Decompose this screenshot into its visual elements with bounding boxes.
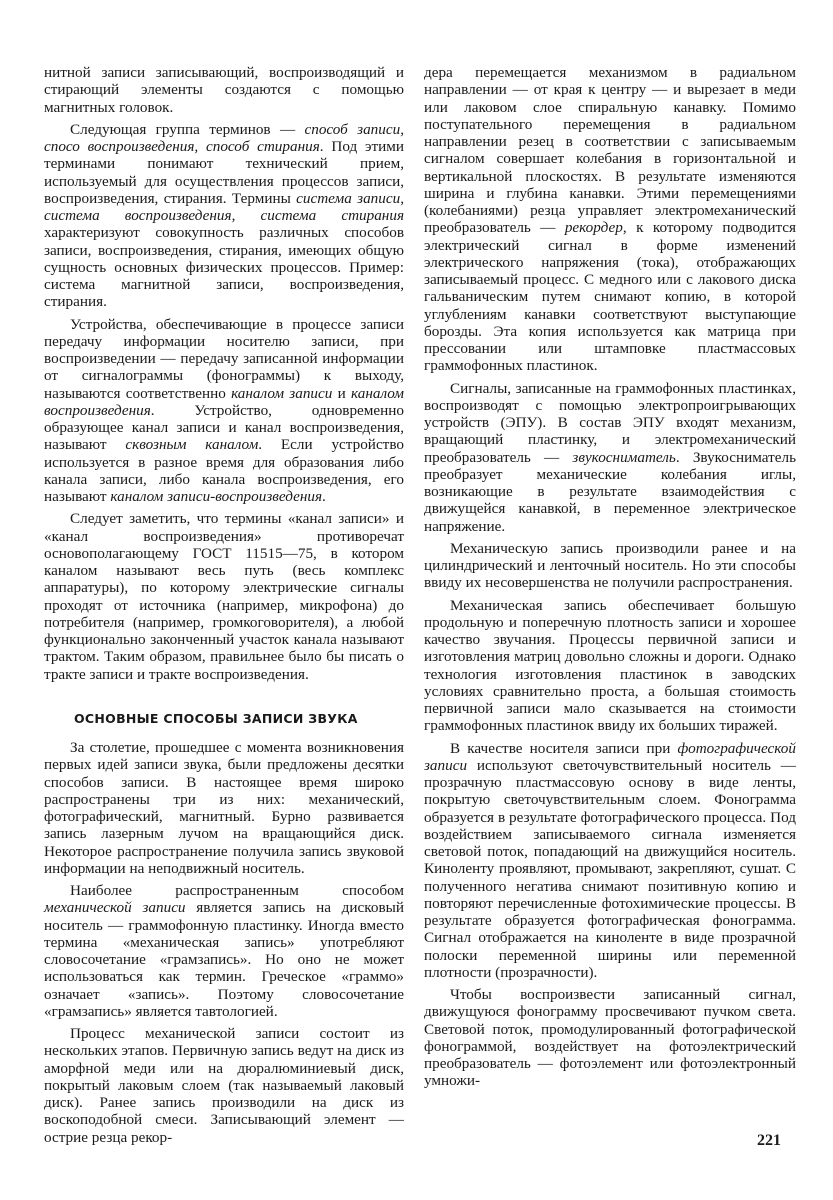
term: каналом записи-воспроизведения [110, 488, 323, 505]
paragraph: Следует заметить, что термины «канал записи» и «канал воспроизведения» противоречат основополагающему ГОСТ 11515—75, в котором каналом называют весь путь (весь комплекс аппаратуры), по которому электрические сигналы проходят от источника (например, микрофона) до потребителя (например, громкоговорителя), а любой функционально законченный участок канала называют трактом. Таким образом, правильнее было бы писать о тракте записи и тракте воспроизведения. [44, 510, 404, 683]
term: система стирания [260, 207, 405, 224]
paragraph: За столетие, прошедшее с момента возникновения первых идей записи звука, были предложены десятки способов записи. В настоящее время широко распространены три из них: механический, фотографический, магнитный. Бурно развивается запись лазерным лучом на вращающийся диск. Некоторое распространение получила запись звуковой информации на неподвижный носитель. [44, 739, 404, 877]
term: звукосниматель [572, 448, 676, 466]
term: сквозным каналом [125, 436, 259, 454]
paragraph: Устройства, обеспечивающие в процессе записи передачу информации носителю записи, при воспроизведении — передачу записанной информации от сигналограммы (фонограммы) к выходу, называются соответственно каналом записи и каналом воспроизведения. Устройство, одновременно образующее канал записи и канал воспроизведения, называют сквозным каналом. Если устройство используется в разное время для образования либо канала записи, либо канала воспроизведения, его называют каналом записи-воспроизведения. [44, 315, 404, 505]
term: механической записи [44, 899, 186, 917]
term: система записи [296, 189, 401, 207]
paragraph: В качестве носителя записи при фотографической записи используют светочувствительный носитель — прозрачную пластмассовую основу в виде ленты, покрытую светочувствительным слоем. Фонограмма образуется в результате фотографического процесса. Под воздействием записываемого сигнала изменяется световой поток, попадающий на движущийся носитель. Киноленту проявляют, промывают, закрепляют, сушат. С полученного негатива снимают позитивную копию и повторяют перечисленные фотохимические процессы. В результате образуется фотографическая фонограмма. Сигнал отображается на киноленте в виде прозрачной полоски переменной ширины или переменной плотности (прозрачности). [424, 739, 796, 981]
paragraph: Механическую запись производили ранее и на цилиндрический и ленточный носитель. Но эти способы ввиду их несовершенства не получили распространения. [424, 539, 796, 592]
paragraph: Процесс механической записи состоит из нескольких этапов. Первичную запись ведут на диск из аморфной меди или на дюралюминиевый диск, покрытый лаковым слоем (так называемый лаковый диск). Ранее запись производили на диск из воскоподобной смеси. Записывающий элемент — острие резца рекор- [44, 1025, 404, 1146]
paragraph: дера перемещается механизмом в радиальном направлении — от края к центру — и вырезает в меди или лаковом слое спиральную канавку. Помимо поступательного перемещения в радиальном направлении резец в соответствии с записываемым сигналом совершает колебания в горизонтальной и вертикальной плоскостях. В результате изменяются ширина и глубина канавки. Этими перемещениями (колебаниями) резца управляет электромеханический преобразователь — рекордер, к которому подводится электрический сигнал в форме изменений электрического напряжения (тока), отображающих записываемый процесс. С медного или с лакового диска гальваническим путем снимают копию, в которой углублениям канавки соответствуют выступающие борозды. Эта копия используется как матрица при прессовании или штамповке пластмассовых граммофонных пластинок. [424, 64, 797, 375]
paragraph: Наиболее распространенным способом механической записи является запись на дисковый носитель — граммофонную пластинку. Иногда вместо термина «механическая запись» употребляют словосочетание «грамзапись». Но оно не может использоваться как термин. Греческое «граммо» означает «запись». Поэтому словосочетание «грамзапись» является тавтологией. [44, 882, 404, 1020]
right-column [424, 64, 796, 1095]
left-column [44, 64, 404, 1151]
paragraph: Механическая запись обеспечивает большую продольную и поперечную плотность записи и хорошее качество звучания. Процессы первичной записи и изготовления матриц довольно сложны и дороги. Однако технология изготовления пластинок в заводских условиях сравнительно проста, а большая стоимость первичной записи мало сказывается на стоимости граммофонных пластинок ввиду их больших тиражей. [424, 596, 796, 735]
paragraph: Чтобы воспроизвести записанный сигнал, движущуюся фонограмму просвечивают пучком света. Световой поток, промодулированный фотографической фонограммой, воздействует на фотоэлектрический преобразователь — фотоэлемент или фотоэлектронный умножи- [424, 986, 796, 1090]
term: рекордер [564, 219, 623, 237]
term: способ записи, спосо воспроизведения, способ стирания [44, 120, 404, 155]
term: фотографической записи [424, 739, 796, 774]
term: каналом записи [231, 384, 333, 402]
section-heading: ОСНОВНЫЕ СПОСОБЫ ЗАПИСИ ЗВУКА [74, 710, 358, 726]
paragraph: Следующая группа терминов — способ записи, спосо воспроизведения, способ стирания. Под этими терминами понимают технический прием, используемый для осуществления процессов записи, воспроизведения, стирания. Термины система записи, система воспроизведения, система стирания характеризуют совокупность различных способов записи, воспроизведения, стирания, имеющих общую сущность основных физических процессов. Пример: система магнитной записи, воспроизведения, стирания. [44, 120, 405, 311]
page-number: 221 [757, 1132, 781, 1149]
term: система воспроизведения [44, 207, 232, 224]
paragraph: нитной записи записывающий, воспроизводящий и стирающий элементы создаются с помощью магнитных головок. [44, 64, 404, 116]
term: каналом воспроизведения [44, 384, 404, 419]
paragraph: Сигналы, записанные на граммофонных пластинках, воспроизводят с помощью электропроигрывающих устройств (ЭПУ). В состав ЭПУ входят механизм, вращающий пластинку, и электромеханический преобразователь — звукосниматель. Звукосниматель преобразует механические колебания иглы, возникающие в результате взаимодействия с движущейся канавкой, в переменное электрическое напряжение. [424, 379, 796, 535]
